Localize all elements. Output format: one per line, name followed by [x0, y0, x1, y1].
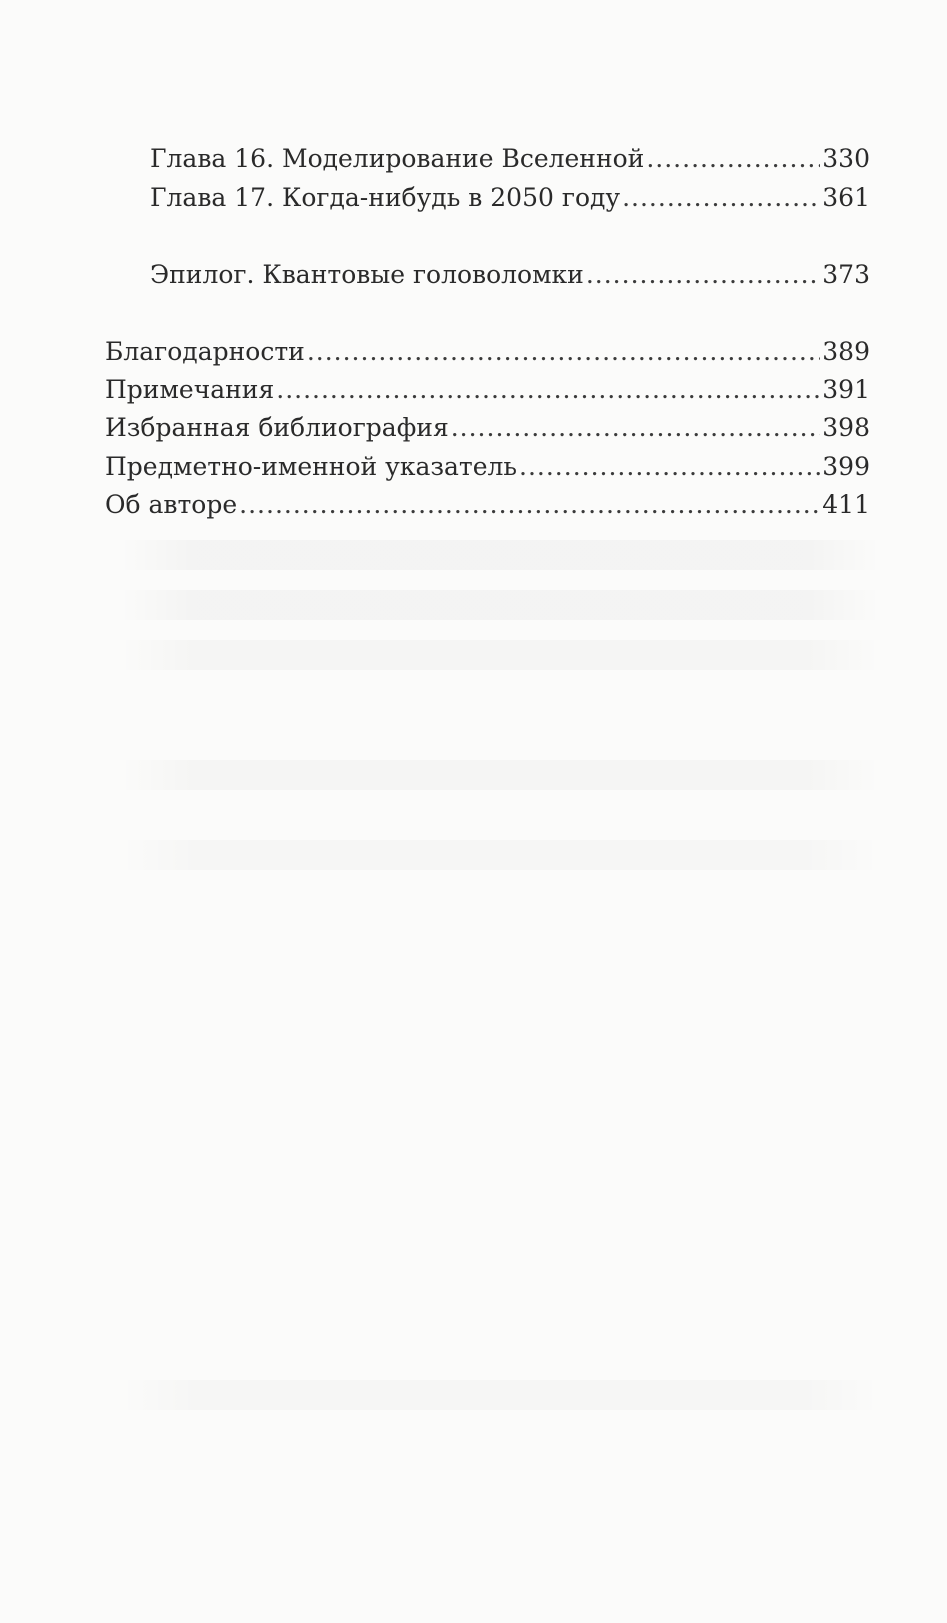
toc-entry-bibliography[interactable]: [105, 411, 870, 445]
toc-entry-epilogue[interactable]: [150, 258, 870, 292]
toc-entry-title: Примечания: [105, 375, 275, 404]
toc-entry-chapter-16[interactable]: [150, 142, 870, 176]
dot-leader: [646, 142, 820, 176]
toc-entry-acknowledgments[interactable]: [105, 335, 870, 369]
toc-entry-page: 399: [822, 452, 870, 481]
toc-entry-title: Благодарности: [105, 337, 305, 366]
toc-entry-title: Глава 17. Когда-нибудь в 2050 году: [150, 183, 621, 212]
toc-entry-page: 391: [822, 375, 870, 404]
toc-entry-page: 411: [822, 490, 870, 519]
dot-leader: [239, 488, 820, 522]
toc-entry-page: 373: [822, 260, 870, 289]
toc-entry-index[interactable]: [105, 450, 870, 484]
toc-entry-page: 330: [822, 144, 870, 173]
toc-entry-title: Предметно-именной указатель: [105, 452, 518, 481]
toc-entry-title: Эпилог. Квантовые головоломки: [150, 260, 584, 289]
toc-entry-notes[interactable]: [105, 373, 870, 407]
dot-leader: [276, 373, 820, 407]
dot-leader: [451, 411, 821, 445]
dot-leader: [622, 181, 820, 215]
toc-entry-about-author[interactable]: [105, 488, 870, 522]
dot-leader: [586, 258, 820, 292]
toc-entry-page: 389: [822, 337, 870, 366]
toc-entry-title: Избранная библиография: [105, 413, 449, 442]
toc-entry-title: Глава 16. Моделирование Вселенной: [150, 144, 645, 173]
toc-entry-page: 361: [822, 183, 870, 212]
toc-entry-page: 398: [822, 413, 870, 442]
toc-entry-title: Об авторе: [105, 490, 238, 519]
dot-leader: [307, 335, 820, 369]
dot-leader: [519, 450, 820, 484]
toc-entry-chapter-17[interactable]: [150, 181, 870, 215]
